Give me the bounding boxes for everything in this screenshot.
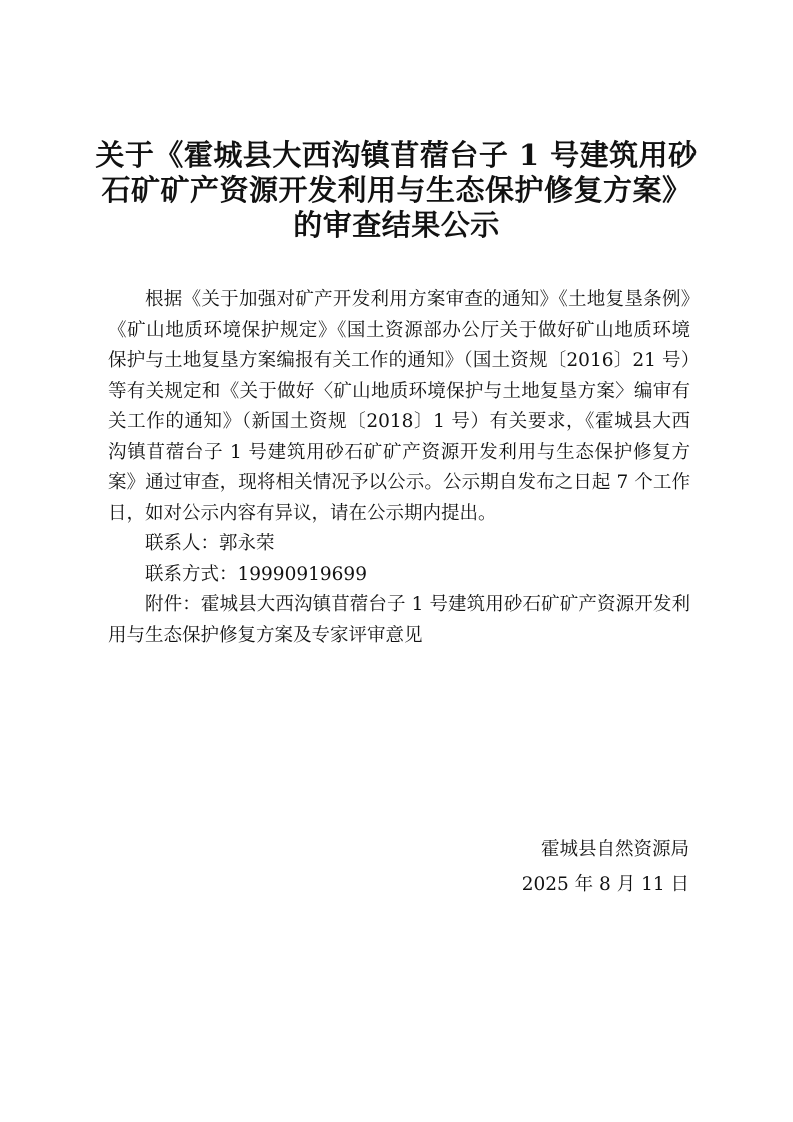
signature-block xyxy=(522,832,689,902)
contact-person: 联系人：郭永荣 xyxy=(145,533,275,554)
attachment-note: 附件：霍城县大西沟镇苜蓿台子 1 号建筑用砂石矿矿产资源开发利用与生态保护修复方案及专家评审意见 xyxy=(108,594,690,646)
title-line-3: 的审查结果公示 xyxy=(293,208,500,242)
issue-date: 2025 年 8 月 11 日 xyxy=(521,874,689,895)
document-body xyxy=(108,285,690,651)
issuing-organization: 霍城县自然资源局 xyxy=(540,839,689,860)
main-paragraph: 根据《关于加强对矿产开发利用方案审查的通知》《土地复垦条例》《矿山地质环境保护规定》《国土资源部办公厅关于做好矿山地质环境保护与土地复垦方案编报有关工作的通知》（国土资规〔2016〕21 号）等有关规定和《关于做好〈矿山地质环境保护与土地复垦方案〉编审有关工作的通知》（新国土资规〔2018〕1 号）有关要求，《霍城县大西沟镇苜蓿台子 1 号建筑用砂石矿矿产资源开发利用与生态保护修复方案》通过审查，现将相关情况予以公示。公示期自发布之日起 7 个工作日，如对公示内容有异议，请在公示期内提出。 xyxy=(108,289,690,524)
document-title xyxy=(60,138,733,243)
title-line-1: 关于《霍城县大西沟镇苜蓿台子 1 号建筑用砂 xyxy=(95,138,698,172)
contact-phone: 联系方式：19990919699 xyxy=(145,563,367,585)
title-line-2: 石矿矿产资源开发利用与生态保护修复方案》 xyxy=(101,173,692,207)
